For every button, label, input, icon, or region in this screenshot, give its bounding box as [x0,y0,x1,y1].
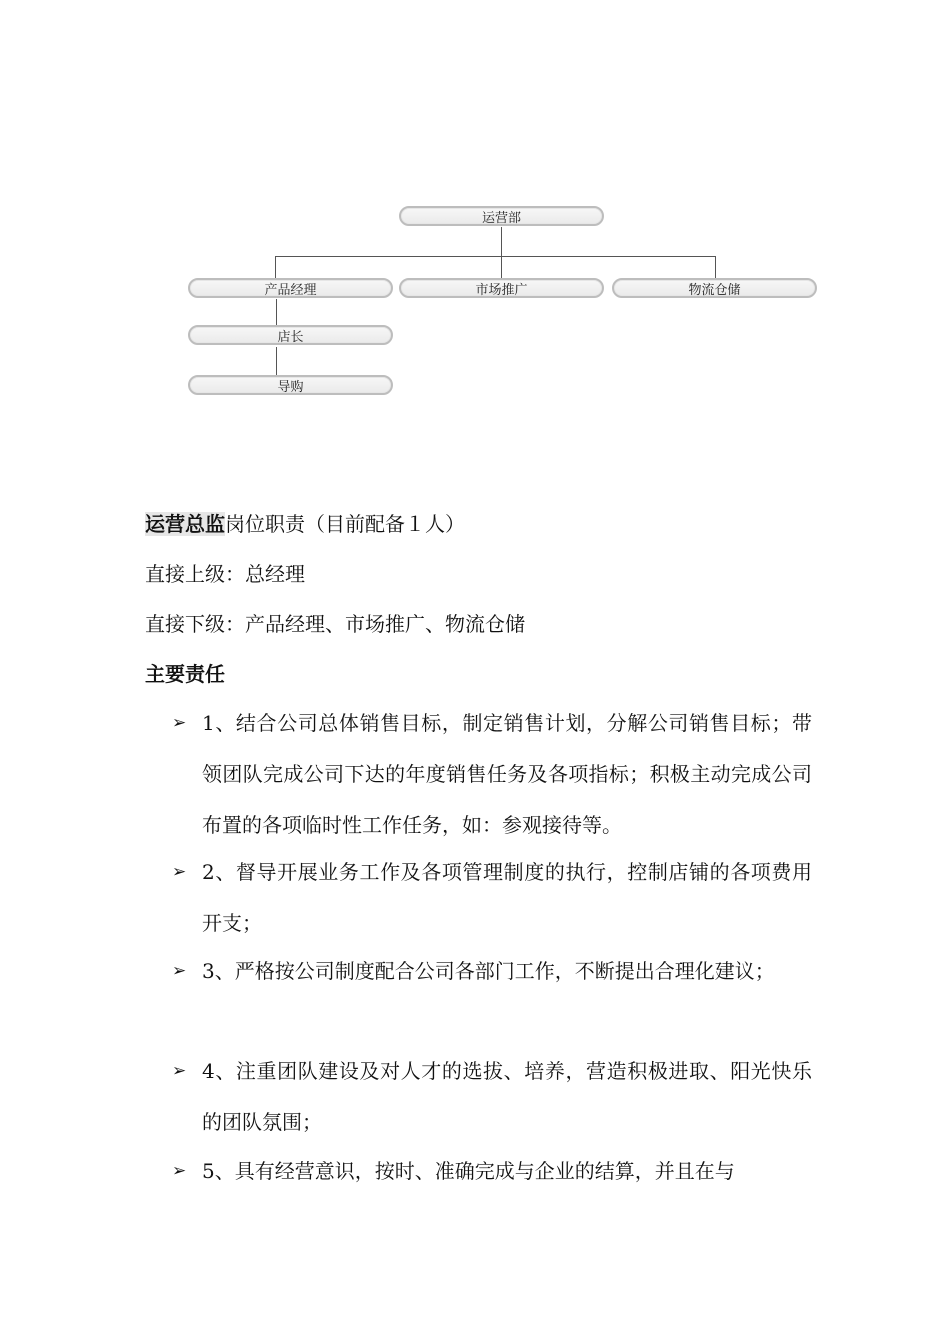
direct-subordinates: 直接下级：产品经理、市场推广、物流仓储 [145,612,525,636]
list-item [172,847,812,949]
org-node-store-manager: 店长 [188,325,393,345]
bullet-arrow-icon: ➢ [172,1161,187,1181]
connector-horizontal [275,256,716,257]
org-node-logistics: 物流仓储 [612,278,817,298]
bullet-arrow-icon: ➢ [172,862,187,882]
org-node-product-manager: 产品经理 [188,278,393,298]
bullet-arrow-icon: ➢ [172,713,187,733]
list-item-text: 5、具有经营意识，按时、准确完成与企业的结算，并且在与 [202,1159,735,1183]
connector-pm-to-store [276,299,277,326]
list-item-text: 4、注重团队建设及对人才的选拔、培养，营造积极进取、阳光快乐的团队氛围； [202,1059,812,1134]
list-item [172,698,812,851]
org-node-marketing: 市场推广 [399,278,604,298]
connector-root-down [501,227,502,257]
org-chart [0,0,950,420]
role-title-highlight: 运营总监 [145,512,225,536]
org-node-root: 运营部 [399,206,604,226]
list-item [172,1046,812,1148]
bullet-arrow-icon: ➢ [172,961,187,981]
list-item [172,946,812,997]
connector-mid-down [501,256,502,278]
role-title-rest: 岗位职责（目前配备１人） [225,512,465,536]
connector-right-down [715,256,716,278]
org-node-shopping-guide: 导购 [188,375,393,395]
direct-superior: 直接上级：总经理 [145,562,305,586]
role-title [145,512,465,536]
section-heading: 主要责任 [145,662,225,686]
connector-store-to-guide [276,347,277,376]
list-item-text: 2、督导开展业务工作及各项管理制度的执行，控制店铺的各项费用开支； [202,860,812,935]
connector-left-down [275,256,276,278]
list-item-text: 3、严格按公司制度配合公司各部门工作，不断提出合理化建议； [202,959,775,983]
bullet-arrow-icon: ➢ [172,1061,187,1081]
list-item [172,1146,812,1197]
list-item-text: 1、结合公司总体销售目标，制定销售计划，分解公司销售目标；带领团队完成公司下达的年度销售任务及各项指标；积极主动完成公司布置的各项临时性工作任务，如：参观接待等。 [202,711,812,837]
